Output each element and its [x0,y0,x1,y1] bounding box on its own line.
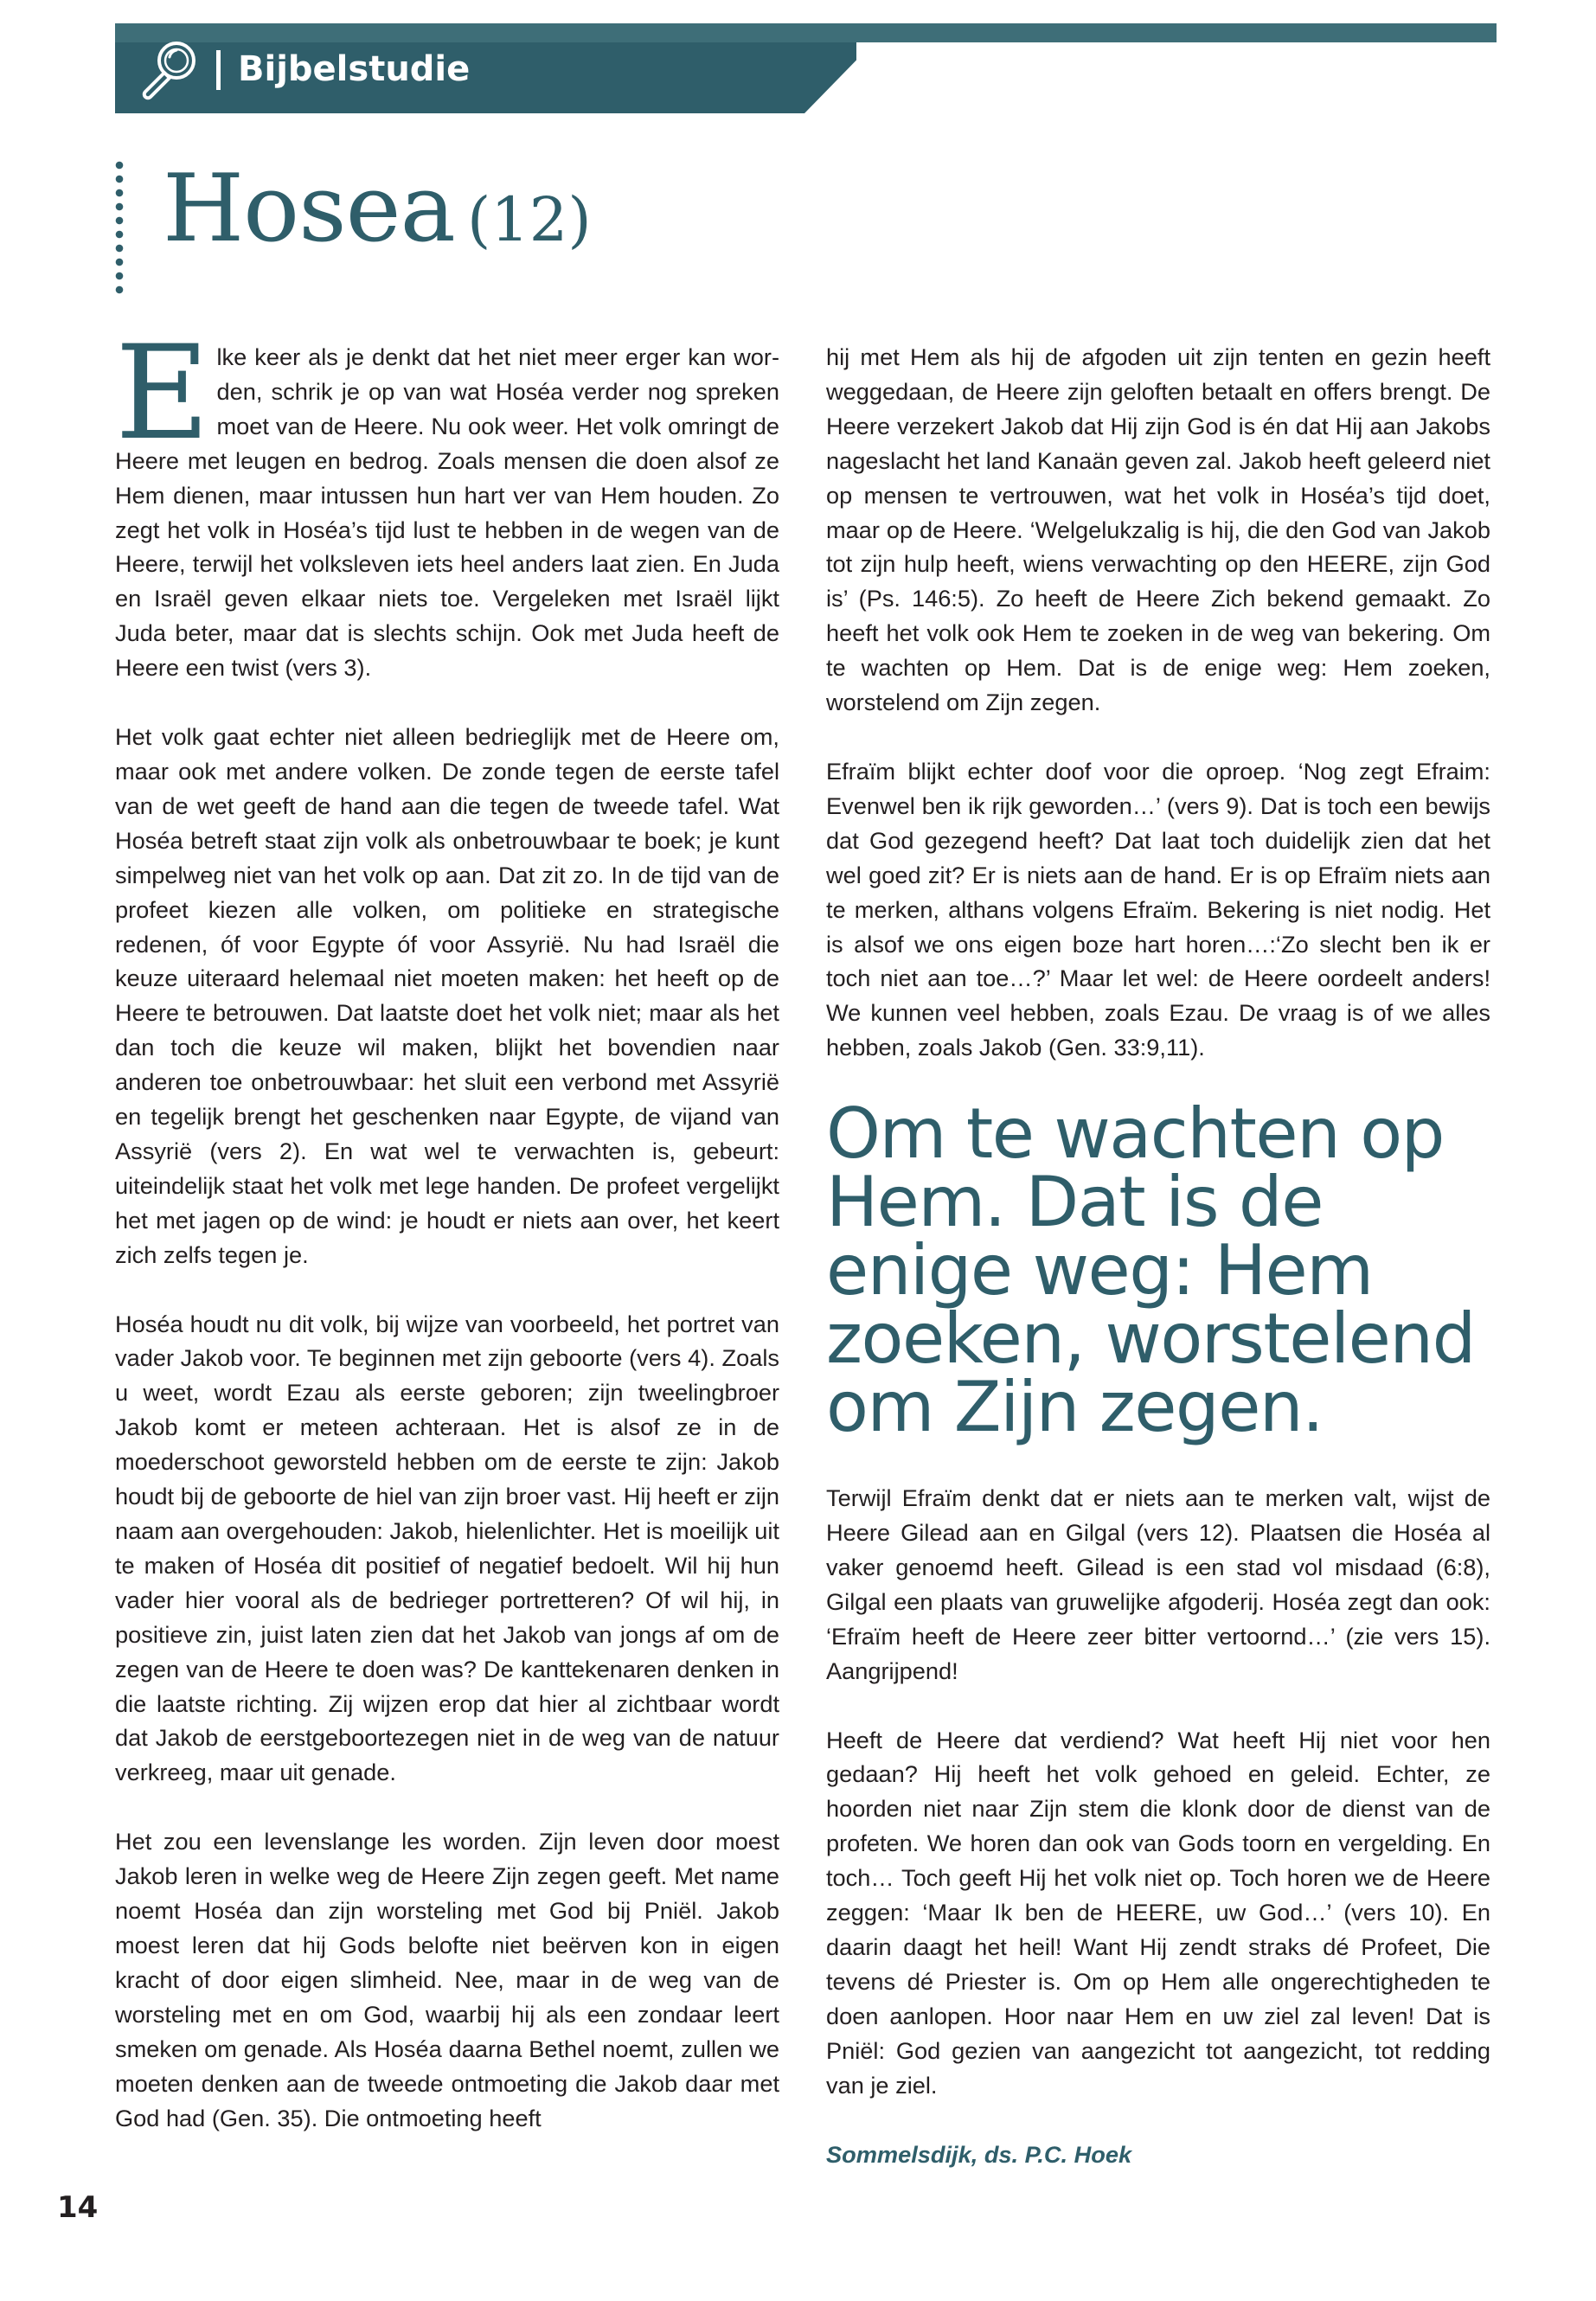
title-number: (12) [466,184,592,255]
pull-quote: Om te wachten op Hem. Dat is de enige weg: Hem zoeken, worstelend om Zijn zegen. [826,1093,1475,1448]
column-left [115,318,779,2170]
paragraph-2: Het volk gaat echter niet alleen bedrieglijk met de Heere om, maar ook met andere volken. De zonde tegen de eerste tafel van de wet geeft de hand aan die tegen de tweede tafel. Wat Hoséa betreft staat zijn volk als onbetrouwbaar te boek; je kunt simpelweg niet van het volk op aan. Dat zit zo. In de tijd van de profeet kiezen alle volken, om politieke en strategische redenen, óf voor Egypte óf voor Assyrië. Nu had Israël die keuze uiteraard helemaal niet moeten maken: het heeft op de Heere te betrouwen. Dat laatste doet het volk niet; maar als het dan toch die keuze wil maken, blijkt het bovendien naar anderen toe onbetrouwbaar: het sluit een verbond met Assyrië en tegelijk brengt het geschenken naar Egypte, de vijand van Assyrië (vers 2). En wat wel te verwachten is, gebeurt: uiteindelijk staat het volk met lege handen. De profeet vergelijkt het met jagen op de wind: je houdt er niets aan over, het keert zich zelfs tegen je. [115,723,779,1268]
header-divider [216,50,221,90]
paragraph-4: Het zou een levenslange les worden. Zijn leven door moest Jakob leren in welke weg de Heere Zijn zegen geeft. Met name noemt Hoséa dan zijn worsteling met God bij Pniël. Jakob moest leren dat hij Gods belofte niet beërven kon in eigen kracht of door eigen slimheid. Nee, maar in de weg van de worsteling met en om God, waarbij hij als een zondaar leert smeken om genade. Als Hoséa daarna Bethel noemt, zullen we moeten denken aan de tweede ontmoeting die Jakob daar met God had (Gen. 35). Die ontmoeting heeft [115,1828,779,2131]
paragraph-5: hij met Hem als hij de afgoden uit zijn tenten en gezin heeft weggedaan, de Heere zijn geloften betaalt en offers brengt. De Heere verzekert Jakob dat Hij zijn God is én dat Hij aan Jakobs nageslacht het land Kanaän geven zal. Jakob heeft geleerd niet op mensen te vertrouwen, wat het volk in Hoséa’s tijd doet, maar op de Heere. ‘Welgelukzalig is hij, die den God van Jakob tot zijn hulp heeft, wiens verwachting op den HEERE, zijn God is’ (Ps. 146:5). Zo heeft de Heere Zich bekend gemaakt. Zo heeft het volk ook Hem te zoeken in de weg van bekering. Om te wachten op Hem. Dat is de enige weg: Hem zoeken, worstelend om Zijn zegen. [826,343,1490,716]
title-main: Hosea [163,155,455,263]
header-cutout [856,42,1497,113]
paragraph-7: Terwijl Efraïm denkt dat er niets aan te merken valt, wijst de Heere Gilead aan en Gilgal (vers 12). Plaatsen die Hoséa al vaker genoemd heeft. Gilead is een stad vol misdaad (6:8), Gilgal een plaats van gruwelijke afgoderij. Hoséa zegt dan ook: ‘Efraïm heeft de Heere zeer bitter vertoornd…’ (zie vers 15). Aangrijpend! [826,1484,1490,1684]
paragraph-8: Heeft de Heere dat verdiend? Wat heeft Hij niet voor hen gedaan? Hij heeft het volk gehoed en geleid. Echter, ze hoorden niet naar Zijn stem die klonk door de dienst van de profeten. We horen dan ook van Gods toorn en vergelding. En toch… Toch geeft Hij het volk niet op. Toch horen we de Heere zeggen: ‘Maar Ik ben de HEERE, uw God…’ (vers 10). En daarin daagt het heil! Want Hij zendt straks dé Profeet, Die tevens dé Priester is. Om op Hem alle ongerechtigheden te doen aanlopen. Hoor naar Hem en uw ziel zal leven! Dat is Pniël: God gezien van aangezicht tot aangezicht, tot redding van je ziel. [826,1726,1490,2099]
title-dotted-rule [115,158,124,297]
column-right [826,340,1490,2206]
drop-cap: E [115,318,210,469]
header-top-strip [115,23,1497,42]
section-label: Bijbelstudie [238,49,471,89]
paragraph-1-text: lke keer als je denkt dat het niet meer erger kan worden, schrik je op van wat Hoséa verder nog spreken moet van de Heere. Nu ook weer. Het volk omringt de Heere met leugen en bedrog. Zoals mensen die doen alsof ze Hem dienen, maar intussen hun hart ver van Hem houden. Zo zegt het volk in Hoséa’s tijd lust te hebben in de wegen van de Heere, terwijl het volksleven iets heel anders laat zien. En Juda en Israël geven elkaar niets toe. Vergeleken met Israël lijkt Juda beter, maar dat is slechts schijn. Ook met Juda heeft de Heere een twist (vers 3). [115,343,779,682]
page-number: 14 [57,2190,99,2225]
author-signature: Sommelsdijk, ds. P.C. Hoek [826,2140,1132,2168]
paragraph-1 [115,318,779,685]
paragraph-3: Hoséa houdt nu dit volk, bij wijze van voorbeeld, het portret van vader Jakob voor. Te beginnen met zijn geboorte (vers 4). Zoals u weet, wordt Ezau als eerste geboren; zijn tweelingbroer Jakob komt er meteen achteraan. Het is alsof ze in de moederschoot geworsteld hebben om de eerste te zijn: Jakob houdt bij de geboorte de hiel van zijn broer vast. Hij heeft er zijn naam aan overgehouden: Jakob, hielenlichter. Het is moeilijk uit te maken of Hoséa dit positief of negatief bedoelt. Wil hij hun vader hier vooral als de bedrieger portretteren? Of wil hij, in positieve zin, juist laten zien dat het Jakob van jongs af om de zegen van de Heere te doen was? De kanttekenaren denken in die laatste richting. Zij wijzen erop dat hier al zichtbaar wordt dat Jakob de eerstgeboortezegen niet in de weg van de natuur verkreeg, maar uit genade. [115,1310,779,1786]
page-title [163,155,592,263]
paragraph-6: Efraïm blijkt echter doof voor die oproep. ‘Nog zegt Efraim: Evenwel ben ik rijk geworden…’ (vers 9). Dat is toch een bewijs dat God gezegend heeft? Dat laat toch duidelijk zien dat het wel goed zit? Er is niets aan de hand. Er is op Efraïm niets aan te merken, althans volgens Efraïm. Bekering is niet nodig. Het is alsof we ons eigen boze hart horen…:‘Zo slecht ben ik er toch niet aan toe…?’ Maar let wel: de Heere oordeelt anders! We kunnen veel hebben, zoals Ezau. De vraag is of we alles hebben, zoals Jakob (Gen. 33:9,11). [826,757,1490,1061]
magnifying-glass-icon [137,35,204,102]
